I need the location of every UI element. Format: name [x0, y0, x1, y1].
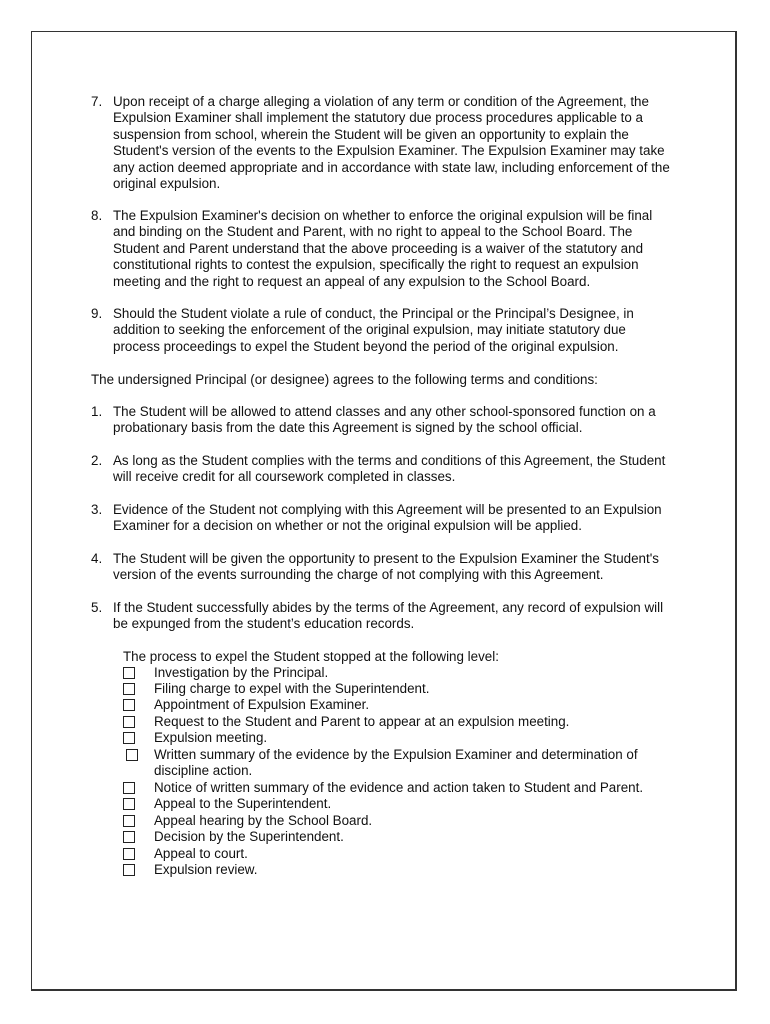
checklist-label: Written summary of the evidence by the Expulsion Examiner and determination of discipline action. [154, 747, 638, 779]
checkbox[interactable] [123, 864, 135, 876]
item-text: As long as the Student complies with the terms and conditions of this Agreement, the Student will receive credit for all coursework completed in classes. [113, 453, 666, 485]
item-text: Upon receipt of a charge alleging a violation of any term or condition of the Agreement, the Expulsion Examiner shall implement the statutory due process procedures applicable to a suspension from school, wherein the Student will be given an opportunity to explain the Student's version of the events to the Expulsion Examiner. The Expulsion Examiner may take any action deemed appropriate and in accordance with state law, including enforcement of the original expulsion. [113, 94, 670, 192]
item-text: If the Student successfully abides by the terms of the Agreement, any record of expulsion will be expunged from the student’s education records. [113, 600, 664, 632]
item-text: The Student will be allowed to attend classes and any other school-sponsored function on a probationary basis from the date this Agreement is signed by the school official. [113, 404, 656, 436]
item-text: Evidence of the Student not complying with this Agreement will be presented to an Expulsion Examiner for a decision on whether or not the original expulsion will be applied. [113, 502, 662, 534]
checkbox[interactable] [123, 716, 135, 728]
list-item [91, 94, 681, 193]
list-item [91, 600, 681, 633]
list-item [91, 551, 681, 584]
item-number: 5. [91, 600, 103, 615]
item-number: 4. [91, 551, 103, 566]
checklist-label: Appointment of Expulsion Examiner. [154, 697, 370, 712]
checklist-label: Appeal to court. [154, 846, 248, 861]
item-text: Should the Student violate a rule of conduct, the Principal or the Principal’s Designee, in addition to seeking the enforcement of the original expulsion, may initiate statutory due process proceedings to expel the Student beyond the period of the original expulsion. [113, 306, 634, 354]
checkbox[interactable] [123, 848, 135, 860]
item-number: 1. [91, 404, 103, 419]
checkbox[interactable] [123, 699, 135, 711]
item-number: 7. [91, 94, 103, 109]
item-number: 9. [91, 306, 103, 321]
checklist-label: Notice of written summary of the evidence and action taken to Student and Parent. [154, 780, 644, 795]
list-item [91, 306, 681, 356]
item-text: The Expulsion Examiner's decision on whether to enforce the original expulsion will be final and binding on the Student and Parent, with no right to appeal to the School Board. The Student and Parent understand that the above proceeding is a waiver of the statutory and constitutional rights to contest the expulsion, specifically the right to request an expulsion meeting and the right to request an appeal of any expulsion to the School Board. [113, 208, 653, 289]
checklist-label: Appeal to the Superintendent. [154, 796, 332, 811]
checklist-label: Decision by the Superintendent. [154, 829, 344, 844]
checklist-label: Request to the Student and Parent to appear at an expulsion meeting. [154, 714, 570, 729]
checkbox[interactable] [123, 815, 135, 827]
list-item [91, 502, 681, 535]
list-item [91, 208, 681, 291]
checklist-label: Filing charge to expel with the Superintendent. [154, 681, 430, 696]
process-intro: The process to expel the Student stopped at the following level: [123, 649, 499, 664]
checkbox[interactable] [123, 782, 135, 794]
checkbox[interactable] [123, 732, 135, 744]
item-number: 3. [91, 502, 103, 517]
list-item [91, 453, 681, 486]
principal-intro: The undersigned Principal (or designee) agrees to the following terms and conditions: [91, 372, 598, 387]
item-number: 8. [91, 208, 103, 223]
item-number: 2. [91, 453, 103, 468]
checkbox[interactable] [123, 667, 135, 679]
checkbox[interactable] [123, 683, 135, 695]
checklist-label: Appeal hearing by the School Board. [154, 813, 373, 828]
checklist-label: Investigation by the Principal. [154, 665, 329, 680]
checkbox[interactable] [123, 831, 135, 843]
list-item [91, 404, 681, 437]
item-text: The Student will be given the opportunity to present to the Expulsion Examiner the Student's version of the events surrounding the charge of not complying with this Agreement. [113, 551, 659, 583]
checklist-label: Expulsion meeting. [154, 730, 268, 745]
checkbox[interactable] [126, 749, 138, 761]
checklist-label: Expulsion review. [154, 862, 258, 877]
checkbox[interactable] [123, 798, 135, 810]
